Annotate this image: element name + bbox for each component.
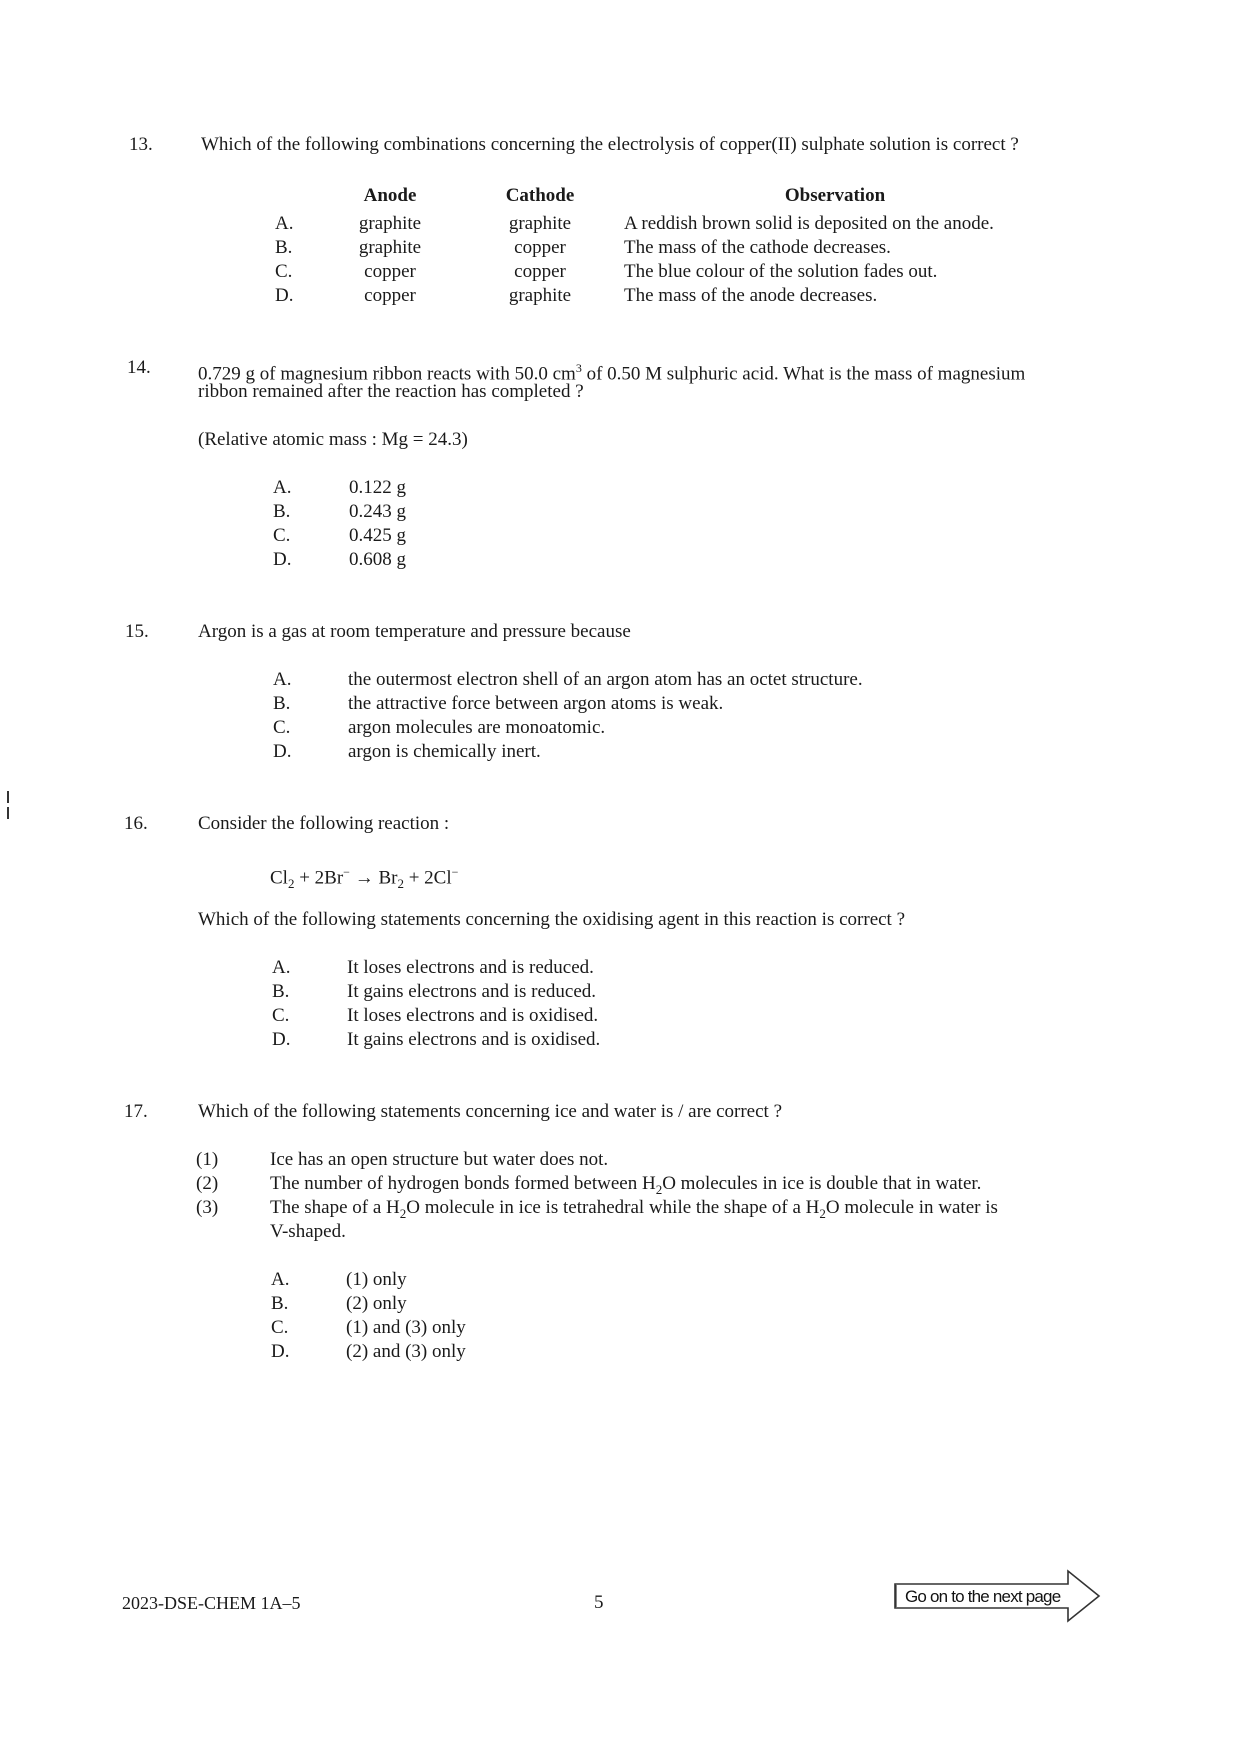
question-text: Consider the following reaction :: [198, 813, 450, 834]
option-text: 0.243 g: [349, 501, 406, 522]
option-text: 0.122 g: [349, 477, 406, 498]
observation-cell: The mass of the cathode decreases.: [624, 237, 891, 258]
option-text: It gains electrons and is reduced.: [347, 981, 597, 1002]
statement-number: (2): [196, 1173, 219, 1194]
option-letter: D.: [275, 285, 294, 306]
question-number: 13.: [129, 134, 153, 155]
option-letter: A.: [273, 477, 292, 498]
statement-text: The number of hydrogen bonds formed between $H_2O$ molecules in ice is double that in water.: [270, 1173, 982, 1197]
statement-number: (3): [196, 1197, 219, 1218]
table-header-anode: Anode: [363, 185, 417, 206]
option-letter: C.: [273, 525, 291, 546]
question-text: Which of the following statements concerning ice and water is / are correct ?: [198, 1101, 783, 1122]
observation-cell: The blue colour of the solution fades out.: [624, 261, 938, 282]
statement-text: Ice has an open structure but water does not.: [270, 1149, 609, 1170]
observation-cell: The mass of the anode decreases.: [624, 285, 878, 306]
question-text-line-2: ribbon remained after the reaction has completed ?: [198, 381, 584, 402]
option-letter: B.: [273, 693, 291, 714]
option-text: the attractive force between argon atoms is weak.: [348, 693, 724, 714]
option-letter: B.: [271, 1293, 289, 1314]
anode-cell: copper: [364, 285, 416, 306]
question-prompt: Which of the following statements concerning the oxidising agent in this reaction is correct ?: [198, 909, 906, 930]
option-letter: C.: [272, 1005, 290, 1026]
option-letter: C.: [271, 1317, 289, 1338]
next-page-label: Go on to the next page: [905, 1587, 1061, 1606]
statement-number: (1): [196, 1149, 219, 1170]
page-number: 5: [594, 1592, 604, 1613]
table-header-observation: Observation: [784, 185, 886, 206]
anode-cell: graphite: [358, 213, 422, 234]
option-text: It loses electrons and is oxidised.: [347, 1005, 599, 1026]
question-number: 17.: [124, 1101, 148, 1122]
paper-code: 2023-DSE-CHEM 1A–5: [122, 1593, 301, 1613]
cathode-cell: graphite: [508, 213, 572, 234]
option-letter: A.: [271, 1269, 290, 1290]
cathode-cell: copper: [514, 237, 566, 258]
option-letter: C.: [273, 717, 291, 738]
option-text: the outermost electron shell of an argon atom has an octet structure.: [348, 669, 863, 690]
option-letter: D.: [273, 741, 292, 762]
option-letter: A.: [272, 957, 291, 978]
option-letter: B.: [272, 981, 290, 1002]
option-letter: A.: [275, 213, 294, 234]
cathode-cell: copper: [514, 261, 566, 282]
statement-text: The shape of a $H_2O$ molecule in ice is tetrahedral while the shape of a $H_2O$ molecule in water is: [270, 1197, 998, 1221]
option-text: argon molecules are monoatomic.: [348, 717, 606, 738]
next-page-indicator: [893, 1568, 1105, 1624]
option-text: (2) and (3) only: [346, 1341, 466, 1362]
question-text: Which of the following combinations concerning the electrolysis of copper(II) sulphate solution is correct ?: [201, 134, 1019, 155]
anode-cell: copper: [364, 261, 416, 282]
option-text: (1) and (3) only: [346, 1317, 466, 1338]
table-header-cathode: Cathode: [505, 185, 575, 206]
relative-atomic-mass-note: (Relative atomic mass : Mg = 24.3): [198, 429, 468, 450]
option-text: argon is chemically inert.: [348, 741, 541, 762]
option-letter: D.: [273, 549, 292, 570]
option-text: (1) only: [346, 1269, 407, 1290]
observation-cell: A reddish brown solid is deposited on the anode.: [624, 213, 994, 234]
question-text: Argon is a gas at room temperature and pressure because: [198, 621, 631, 642]
option-text: It gains electrons and is oxidised.: [347, 1029, 601, 1050]
option-letter: C.: [275, 261, 293, 282]
option-text: 0.608 g: [349, 549, 406, 570]
option-letter: A.: [273, 669, 292, 690]
option-letter: B.: [275, 237, 293, 258]
question-number: 16.: [124, 813, 148, 834]
question-number: 15.: [125, 621, 149, 642]
option-letter: B.: [273, 501, 291, 522]
option-text: 0.425 g: [349, 525, 406, 546]
margin-mark: [7, 791, 9, 803]
margin-mark: [7, 807, 9, 819]
anode-cell: graphite: [358, 237, 422, 258]
option-letter: D.: [272, 1029, 291, 1050]
question-text-line-1: 0.729 g of magnesium ribbon reacts with 50.0 $cm^3$ of 0.50 M sulphuric acid. What is the mass of magnesium: [198, 361, 1026, 385]
option-text: (2) only: [346, 1293, 407, 1314]
option-text: It loses electrons and is reduced.: [347, 957, 594, 978]
cathode-cell: graphite: [508, 285, 572, 306]
option-letter: D.: [271, 1341, 290, 1362]
superscript: 3: [575, 361, 582, 375]
reaction-equation: $Cl_2 + 2Br^- \to Br_2 + 2Cl^-$: [270, 865, 459, 892]
statement-text-continued: V-shaped.: [270, 1221, 346, 1242]
question-number: 14.: [127, 357, 151, 378]
